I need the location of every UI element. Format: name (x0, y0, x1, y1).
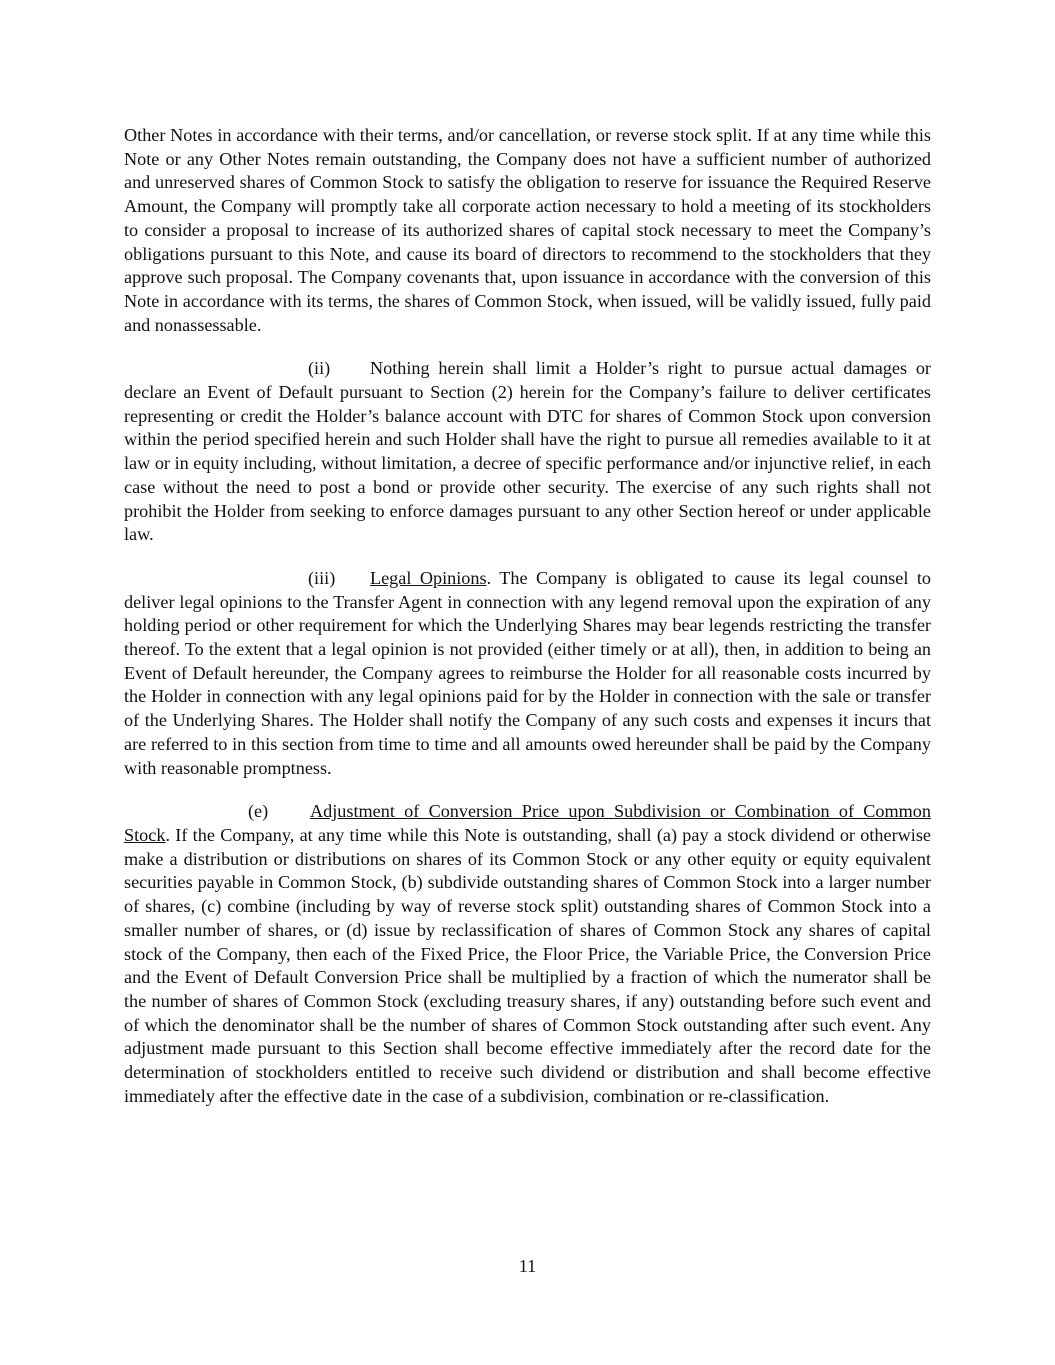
paragraph-ii (124, 357, 931, 547)
section-label-e: (e) (248, 801, 269, 822)
heading-adjustment-conversion-price: Adjustment of Conversion Price upon Subdivision or Combination of Common Stock (124, 801, 931, 845)
paragraph-iii (124, 567, 931, 780)
section-label-iii: (iii) (308, 567, 336, 588)
paragraph-e-text: . If the Company, at any time while this Note is outstanding, shall (a) pay a stock dividend or otherwise make a distribution or distributions on shares of its Common Stock or any other equity or equity equivalent securities payable in Common Stock, (b) subdivide outstanding shares of Common Stock into a larger number of shares, (c) combine (including by way of reverse stock split) outstanding shares of Common Stock into a smaller number of shares, or (d) issue by reclassification of shares of Common Stock any shares of capital stock of the Company, then each of the Fixed Price, the Floor Price, the Variable Price, the Conversion Price and the Event of Default Conversion Price shall be multiplied by a fraction of which the numerator shall be the number of shares of Common Stock (excluding treasury shares, if any) outstanding before such event and of which the denominator shall be the number of shares of Common Stock outstanding after such event. Any adjustment made pursuant to this Section shall become effective immediately after the record date for the determination of stockholders entitled to receive such dividend or distribution and shall become effective immediately after the effective date in the case of a subdivision, combination or re-classification. (124, 824, 931, 1106)
paragraph-e (124, 800, 931, 1108)
paragraph-iii-text: . The Company is obligated to cause its legal counsel to deliver legal opinions to the Transfer Agent in connection with any legend removal upon the expiration of any holding period or other requirement for which the Underlying Shares may bear legends restricting the transfer thereof. To the extent that a legal opinion is not provided (either timely or at all), then, in addition to being an Event of Default hereunder, the Company agrees to reimburse the Holder for all reasonable costs incurred by the Holder in connection with any legal opinions paid for by the Holder in connection with the sale or transfer of the Underlying Shares. The Holder shall notify the Company of any such costs and expenses it incurs that are referred to in this section from time to time and all amounts owed hereunder shall be paid by the Company with reasonable promptness. (124, 567, 931, 778)
section-label-ii: (ii) (308, 358, 331, 379)
document-page (124, 124, 931, 1108)
paragraph-ii-text: Nothing herein shall limit a Holder’s right to pursue actual damages or declare an Event of Default pursuant to Section (2) herein for the Company’s failure to deliver certificates representing or credit the Holder’s balance account with DTC for shares of Common Stock upon conversion within the period specified herein and such Holder shall have the right to pursue all remedies available to it at law or in equity including, without limitation, a decree of specific performance and/or injunctive relief, in each case without the need to post a bond or provide other security. The exercise of any such rights shall not prohibit the Holder from seeking to enforce damages pursuant to any other Section hereof or under applicable law. (124, 358, 931, 545)
heading-legal-opinions: Legal Opinions (370, 567, 487, 588)
page-number: 11 (518, 1256, 537, 1276)
paragraph-continuation: Other Notes in accordance with their terms, and/or cancellation, or reverse stock split. If at any time while this Note or any Other Notes remain outstanding, the Company does not have a sufficient number of authorized and unreserved shares of Common Stock to satisfy the obligation to reserve for issuance the Required Reserve Amount, the Company will promptly take all corporate action necessary to hold a meeting of its stockholders to consider a proposal to increase of its authorized shares of capital stock necessary to meet the Company’s obligations pursuant to this Note, and cause its board of directors to recommend to the stockholders that they approve such proposal. The Company covenants that, upon issuance in accordance with the conversion of this Note in accordance with its terms, the shares of Common Stock, when issued, will be validly issued, fully paid and nonassessable. (124, 125, 931, 335)
